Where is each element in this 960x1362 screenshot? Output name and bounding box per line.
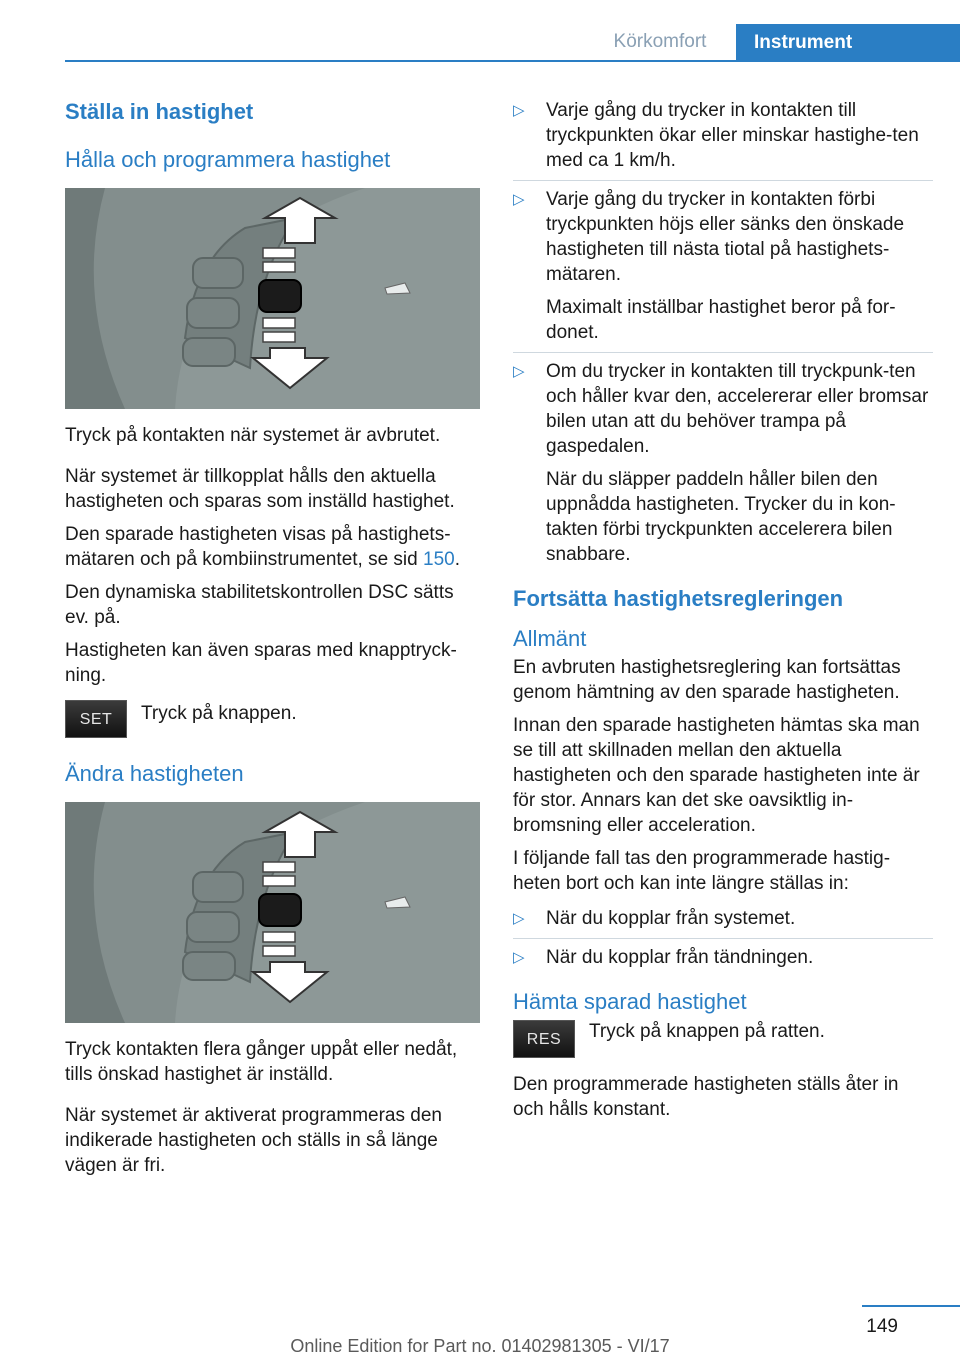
paragraph: Hastigheten kan även sparas med knapptryck-ning. [65,640,457,686]
list-item-text: Om du trycker in kontakten till tryckpunk-ten och håller kvar den, accelererar eller bromsar bilen utan att du behöver trampa på gaspedalen. [546,361,929,457]
steering-wheel-figure-2 [65,802,480,1023]
res-key-icon: RES [513,1020,575,1058]
left-column [65,98,480,1186]
list-item-subtext: Maximalt inställbar hastighet beror på for-donet. [546,297,896,343]
footer-rule [862,1305,960,1307]
triangle-bullet-icon: ▷ [513,191,525,208]
page-reference-link[interactable]: 150 [423,549,455,570]
paragraph: Tryck på knappen på ratten. [589,1021,825,1042]
right-column [513,98,933,1130]
paragraph: När systemet är tillkopplat hålls den aktuella hastigheten och sparas som inställd hastighet. [65,466,455,512]
section-title-resume: Fortsätta hastighetsregleringen [513,586,844,611]
paragraph-text: . [454,549,460,570]
list-item [513,938,933,970]
header-tab-instrument[interactable]: Instrument [736,24,960,62]
list-item [513,180,933,345]
paragraph-text: Den sparade hastigheten visas på hastighets-mätaren och på kombiinstrumentet, se sid [65,524,451,570]
bullet-list-cleared [513,906,933,970]
list-item-text: När du kopplar från systemet. [546,908,796,929]
page-number: 149 [866,1316,898,1337]
res-button-row [513,1018,933,1058]
paragraph: Tryck kontakten flera gånger uppåt eller nedåt, tills önskad hastighet är inställd. [65,1039,458,1085]
triangle-bullet-icon: ▷ [513,949,525,966]
paragraph: Tryck på knappen. [141,703,297,724]
subsection-title-res: Hämta sparad hastighet [513,989,747,1014]
list-item [513,98,933,173]
bullet-list-adjust [513,98,933,567]
subsection-title-general: Allmänt [513,626,587,651]
paragraph: När systemet är aktiverat programmeras den indikerade hastigheten och ställs in så länge vägen är fri. [65,1105,442,1176]
subsection-title-change: Ändra hastigheten [65,761,244,786]
paragraph: Tryck på kontakten när systemet är avbrutet. [65,425,441,446]
paragraph: En avbruten hastighetsreglering kan fortsättas genom hämtning av den sparade hastigheten. [513,657,901,703]
triangle-bullet-icon: ▷ [513,102,525,119]
set-button-row [65,700,480,738]
edition-footer: Online Edition for Part no. 01402981305 - VI/17 [290,1336,670,1356]
steering-wheel-figure-1 [65,188,480,409]
list-item-text: Varje gång du trycker in kontakten till tryckpunkten ökar eller minskar hastighe-ten med ca 1 km/h. [546,100,919,171]
paragraph-with-link [65,522,480,572]
list-item [513,906,933,931]
section-title: Ställa in hastighet [65,99,254,124]
list-item-text: När du kopplar från tändningen. [546,947,814,968]
list-item-text: Varje gång du trycker in kontakten förbi tryckpunkten höjs eller sänks den önskade hastigheten till nästa tiotal på hastighets-mätaren. [546,189,905,285]
paragraph: Den dynamiska stabilitetskontrollen DSC sätts ev. på. [65,582,454,628]
list-item [513,352,933,567]
set-key-icon: SET [65,700,127,738]
list-item-subtext: När du släpper paddeln håller bilen den uppnådda hastigheten. Trycker du in kon-takten förbi tryckpunkten accelerera bilen snabbare. [546,469,896,565]
paragraph: I följande fall tas den programmerade hastig-heten bort och kan inte längre ställas in: [513,848,891,894]
subsection-title-hold: Hålla och programmera hastighet [65,147,391,172]
paragraph: Innan den sparade hastigheten hämtas ska man se till att skillnaden mellan den aktuella hastigheten och den sparade hastigheten inte är för stor. Annars kan det ske oavsiktlig in-bromsning eller acceleration. [513,715,920,836]
triangle-bullet-icon: ▷ [513,910,525,927]
triangle-bullet-icon: ▷ [513,363,525,380]
header-tab-korkomfort[interactable]: Körkomfort [613,31,707,52]
paragraph: Den programmerade hastigheten ställs åter in och hålls konstant. [513,1074,899,1120]
